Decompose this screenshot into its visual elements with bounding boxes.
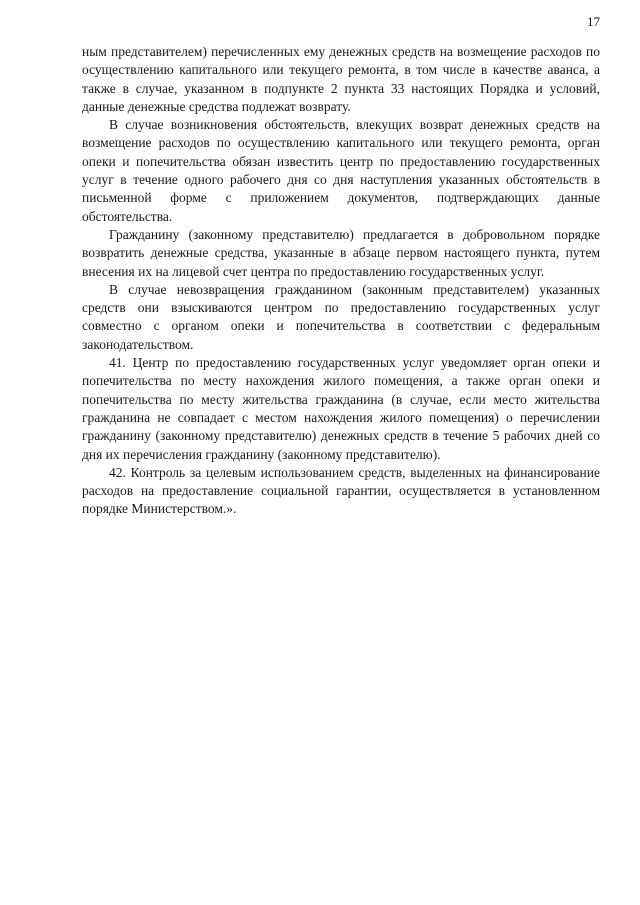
paragraph-clause-42: 42. Контроль за целевым использованием средств, выделенных на финансирование расходов на предоставление социальной гарантии, осуществляется в установленном порядке Министерством.». [82, 464, 600, 517]
paragraph-continuation: ным представителем) перечисленных ему денежных средств на возмещение расходов по осуществлению капитального или текущего ремонта, в том числе в качестве аванса, а также в случае, указанном в подпункте 2 пункта 33 настоящих Порядка и условий, данные денежные средства подлежат возврату. [82, 44, 600, 114]
paragraph-clause-41: 41. Центр по предоставлению государственных услуг уведомляет орган опеки и попечительства по месту нахождения жилого помещения, а также орган опеки и попечительства по месту жительства гражданина (в случае, если место жительства гражданина не совпадает с местом нахождения жилого помещения) о перечислении гражданину (законному представителю) денежных средств в течение 5 рабочих дней со дня их перечисления гражданину (законному представителю). [82, 355, 600, 462]
paragraph-notification: В случае возникновения обстоятельств, влекущих возврат денежных средств на возмещение расходов по осуществлению капитального или текущего ремонта, орган опеки и попечительства обязан известить центр по предоставлению государственных услуг в течение одного рабочего дня со дня наступления указанных обстоятельств в письменной форме с приложением документов, подтверждающих данные обстоятельства. [82, 117, 600, 224]
document-body [82, 43, 600, 519]
paragraph-recovery: В случае невозвращения гражданином (законным представителем) указанных средств они взыскиваются центром по предоставлению государственных услуг совместно с органом опеки и попечительства в соответствии с федеральным законодательством. [82, 281, 600, 352]
paragraph-voluntary-return: Гражданину (законному представителю) предлагается в добровольном порядке возвратить денежные средства, указанные в абзаце первом настоящего пункта, путем внесения их на лицевой счет центра по предоставлению государственных услуг. [82, 226, 600, 279]
page-number: 17 [587, 14, 600, 29]
